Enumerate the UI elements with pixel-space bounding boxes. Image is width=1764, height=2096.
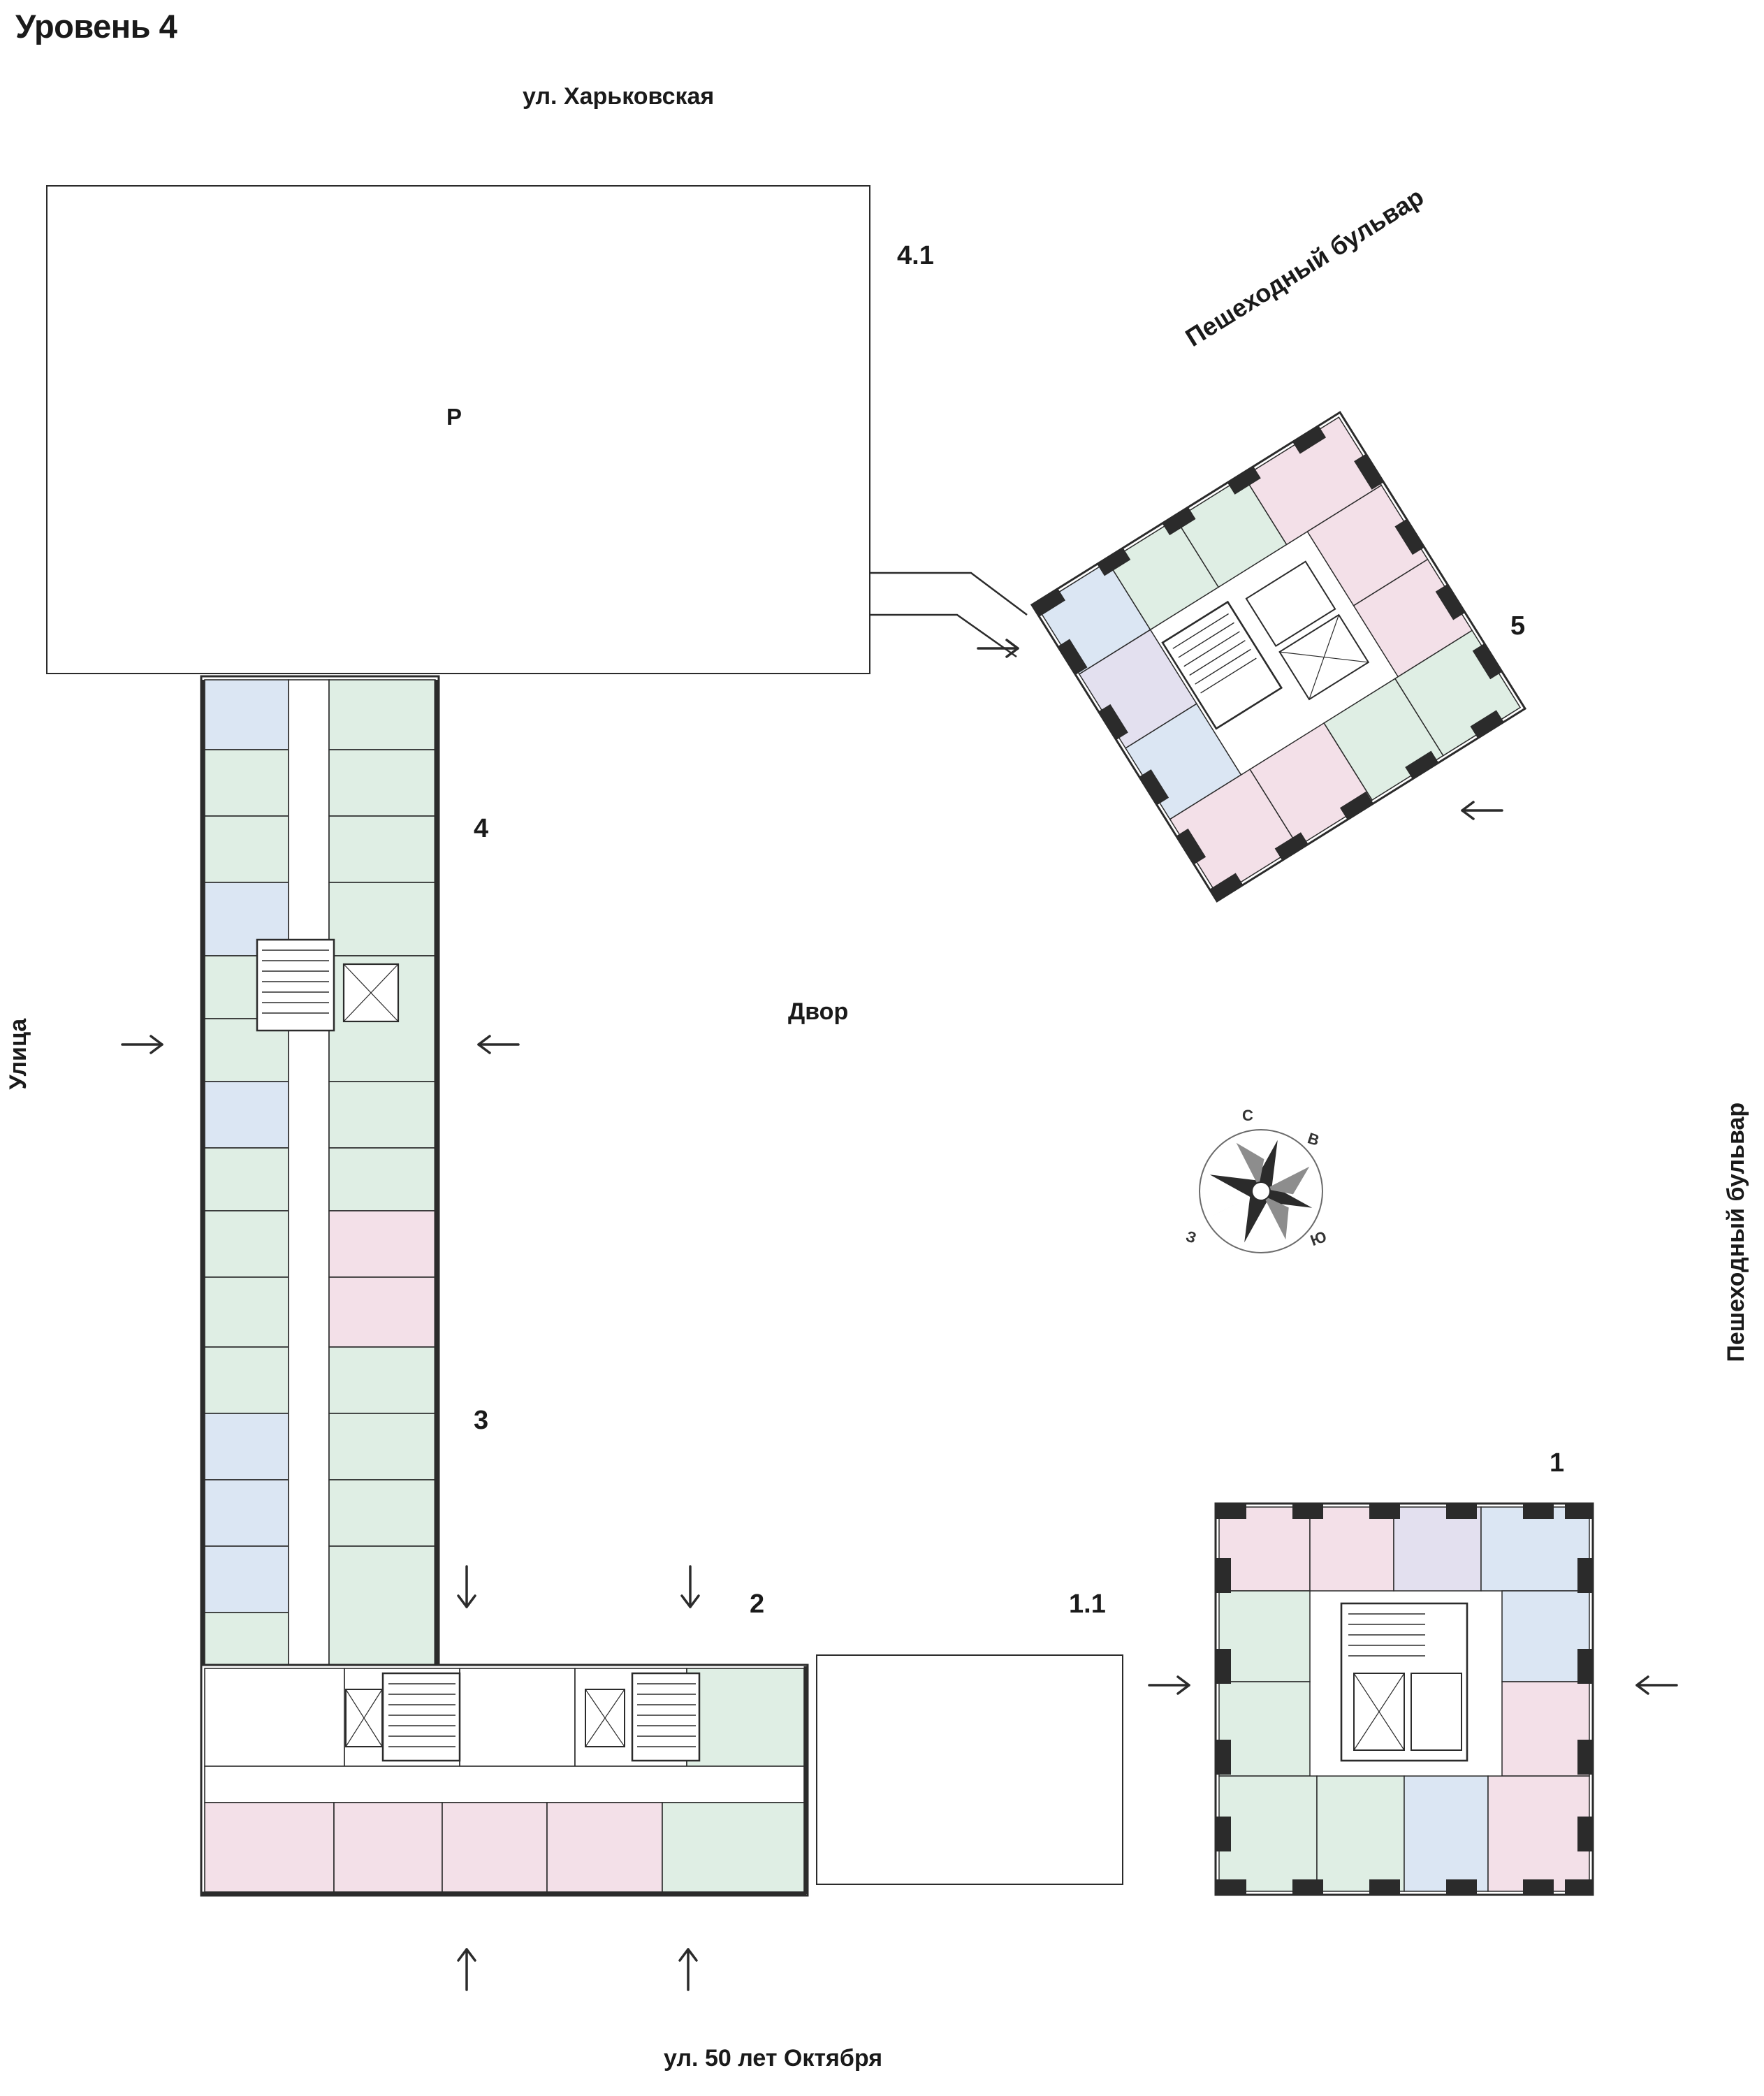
section-label-4-1: 4.1 — [897, 241, 934, 270]
section-1-floorplan[interactable] — [1216, 1504, 1593, 1895]
section-label-1-1: 1.1 — [1069, 1589, 1106, 1619]
section-4-floorplan[interactable] — [201, 676, 439, 1668]
label-courtyard: Двор — [788, 998, 849, 1025]
compass-west-label: З — [1183, 1227, 1199, 1247]
entrance-arrow-yard-section3-a — [458, 1566, 475, 1607]
entrance-arrow-street-section2-a — [458, 1949, 475, 1990]
section-2-floorplan[interactable] — [201, 1665, 808, 1895]
section-label-1: 1 — [1550, 1448, 1565, 1478]
label-street-50-let-oktyabrya: ул. 50 лет Октября — [664, 2045, 883, 2072]
entrance-arrow-yard-section2 — [682, 1566, 699, 1607]
compass-east-label: В — [1305, 1129, 1322, 1149]
entrance-arrow-street-section2-b — [680, 1949, 697, 1990]
parking-letter: P — [446, 404, 462, 430]
label-street-kharkovskaya: ул. Харьковская — [523, 83, 715, 110]
label-boulevard-diagonal: Пешеходный бульвар — [1180, 182, 1429, 352]
compass-north-label: С — [1242, 1107, 1253, 1124]
entrance-arrow-section5-right — [1462, 802, 1502, 819]
entrance-arrow-left-section4 — [122, 1036, 162, 1053]
label-street-ulitsa: Улица — [5, 1018, 32, 1090]
section-1-core — [1341, 1603, 1467, 1761]
section-label-3: 3 — [474, 1406, 489, 1435]
entrance-arrow-yard-section4 — [479, 1036, 518, 1053]
section-label-2: 2 — [750, 1589, 765, 1619]
label-boulevard-right: Пешеходный бульвар — [1723, 1102, 1750, 1362]
parking-connector-lines — [870, 573, 1027, 657]
section-5-floorplan[interactable] — [1032, 412, 1525, 901]
compass-south-label: Ю — [1308, 1227, 1329, 1250]
entrance-arrow-section1-left — [1149, 1677, 1189, 1694]
section-label-4: 4 — [474, 814, 489, 843]
page-title: Уровень 4 — [15, 8, 177, 45]
section-label-5: 5 — [1510, 611, 1526, 641]
entrance-arrow-section5-left — [978, 640, 1018, 657]
entrance-arrow-section1-right — [1637, 1677, 1677, 1694]
